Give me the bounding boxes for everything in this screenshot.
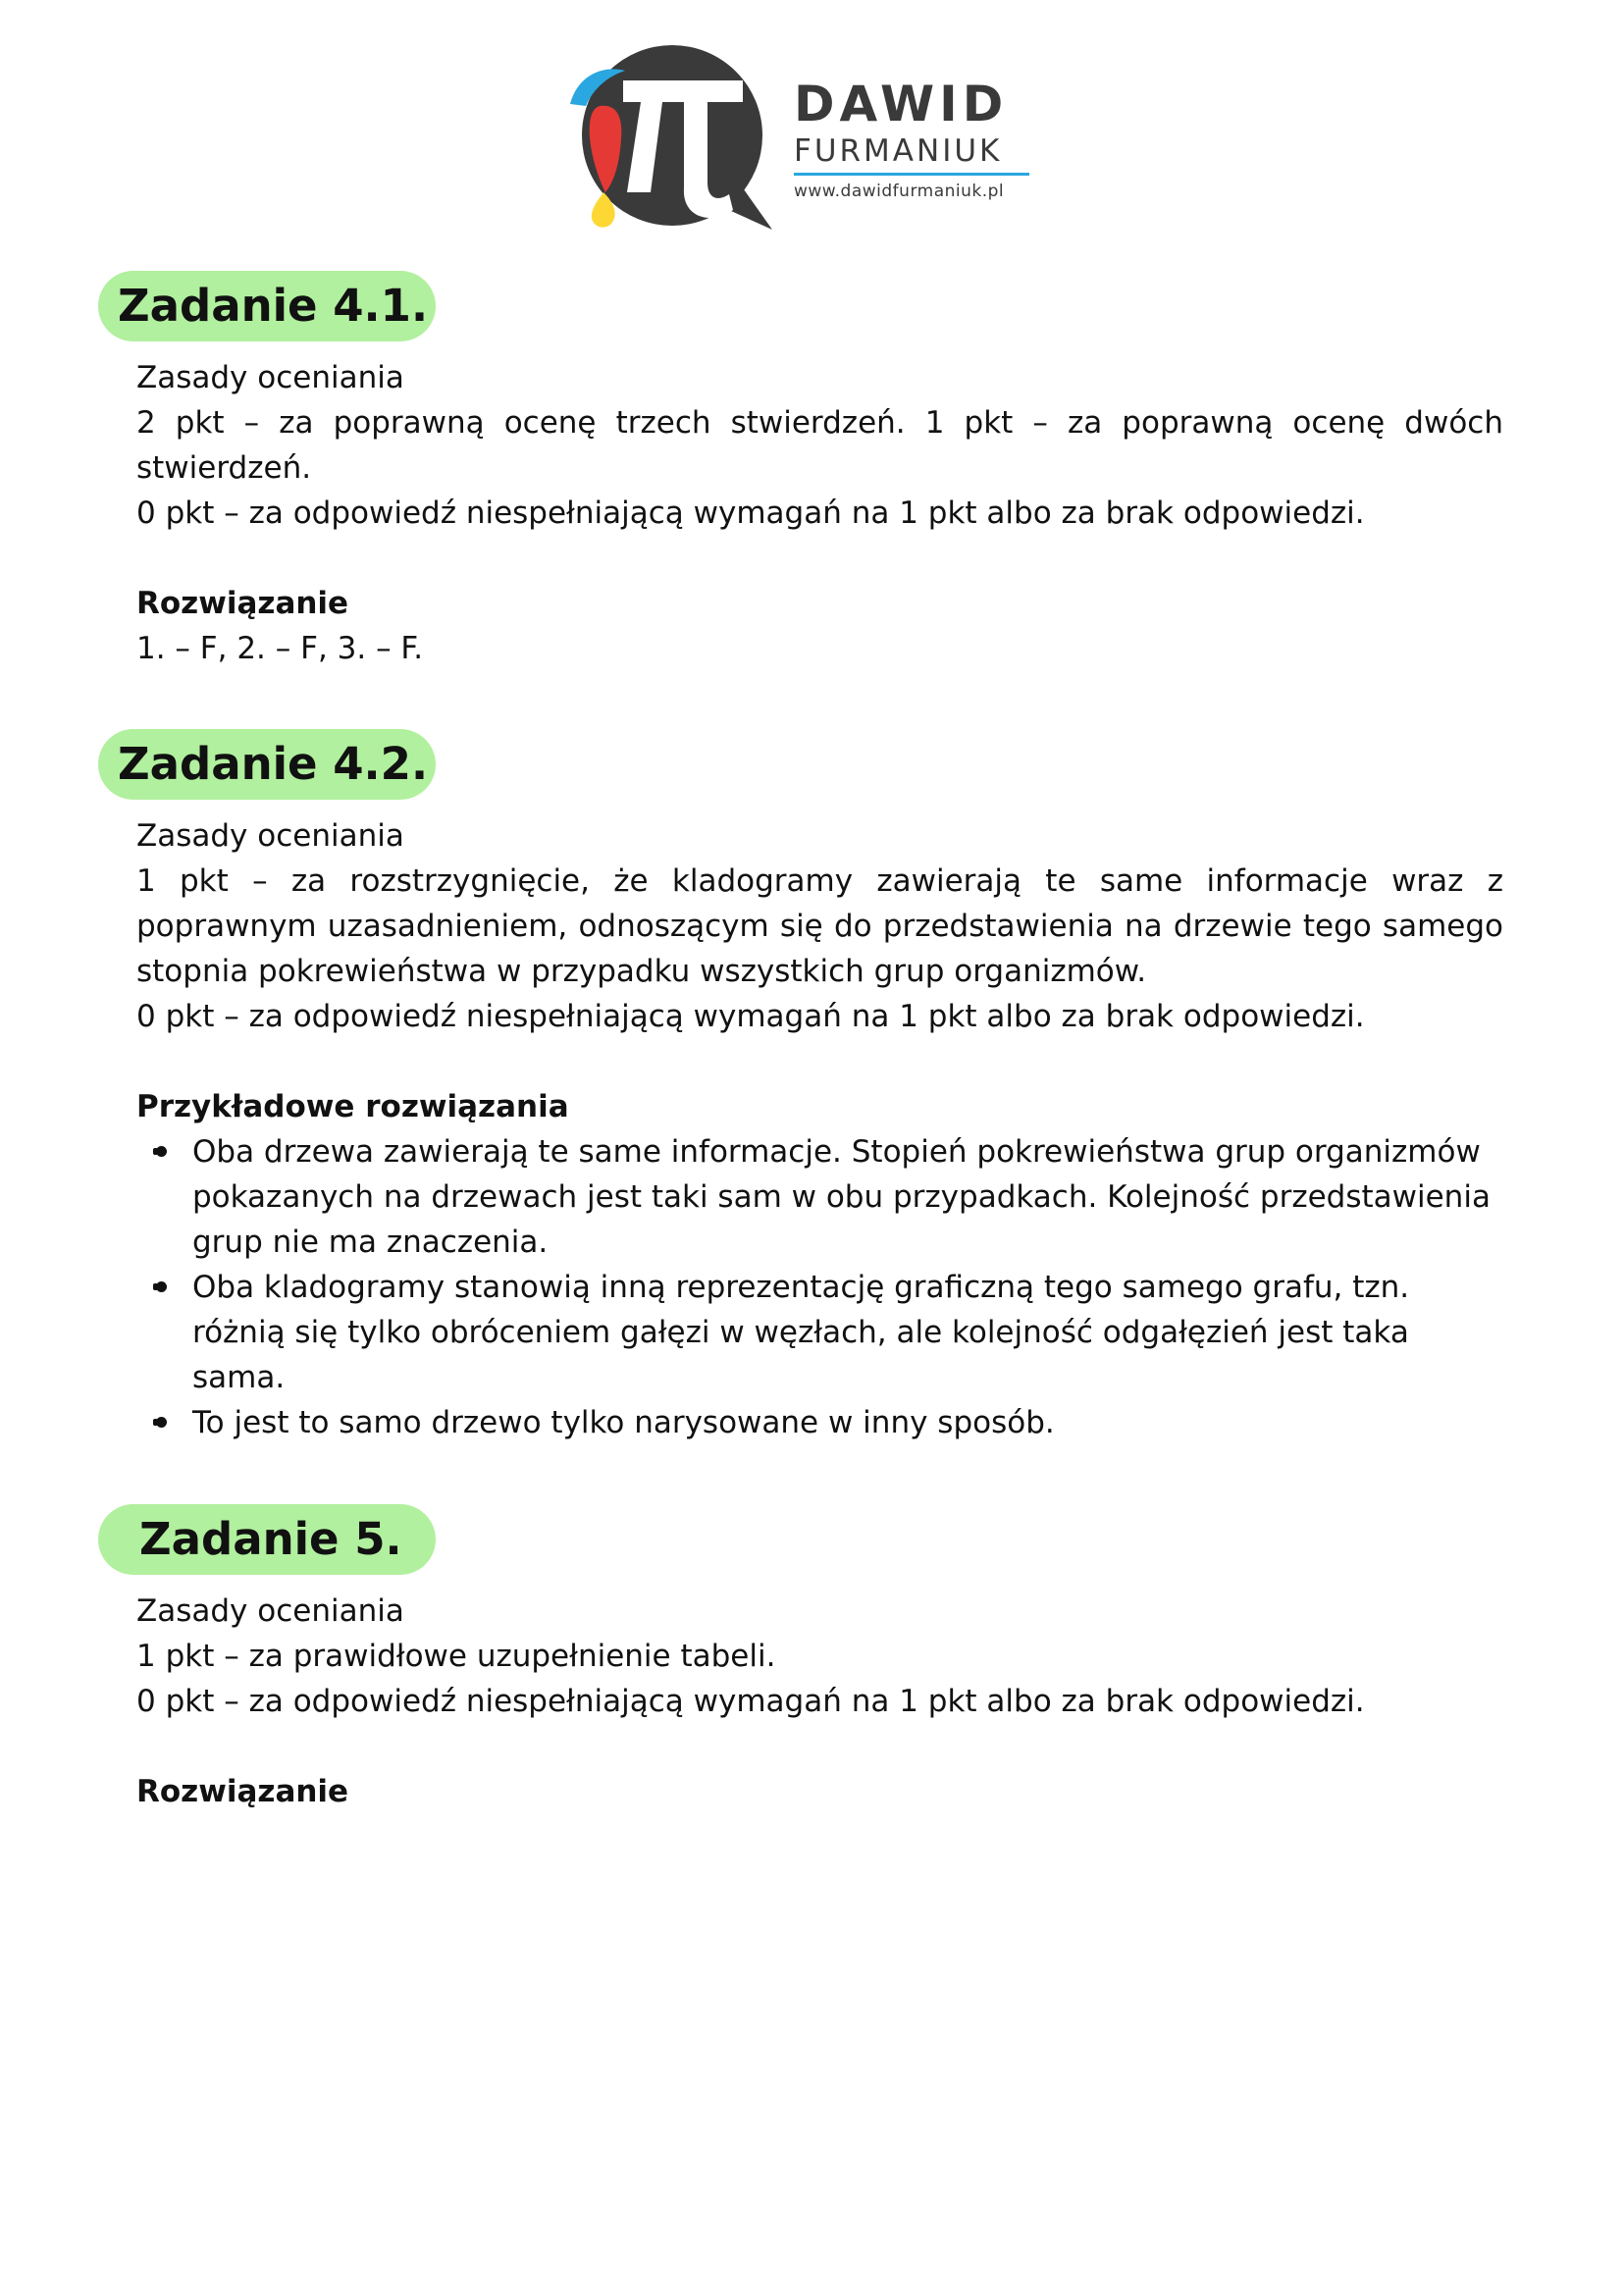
brand-name-first: DAWID [794, 76, 1009, 132]
section-body [136, 1589, 1503, 1814]
bullet-icon [156, 1417, 167, 1428]
list-item [136, 1129, 1503, 1265]
example-text: To jest to samo drzewo tylko narysowane w inny sposób. [192, 1405, 1055, 1440]
rules-title: Zasady oceniania [136, 360, 404, 395]
example-list [136, 1129, 1503, 1445]
section-heading: Zadanie 4.2. [118, 738, 429, 790]
bullet-icon [156, 1146, 167, 1157]
brand-divider [794, 173, 1029, 176]
rule-line: 1 pkt – za rozstrzygnięcie, że kladogramy zawierają te same informacje wraz z poprawnym uzasadnieniem, odnoszącym się do przedstawienia na drzewie tego samego stopnia pokrewieństwa w przypadku wszystkich grup organizmów. [136, 863, 1503, 989]
section-body [136, 355, 1503, 671]
rule-line: 0 pkt – za odpowiedź niespełniającą wymagań na 1 pkt albo za brak odpowiedzi. [136, 496, 1365, 531]
logo [564, 45, 1035, 234]
example-text: Oba kladogramy stanowią inną reprezentację graficzną tego samego grafu, tzn. różnią się tylko obróceniem gałęzi w węzłach, ale kolejność odgałęzień jest taka sama. [192, 1270, 1410, 1395]
section-heading: Zadanie 4.1. [118, 280, 429, 332]
list-item [136, 1265, 1503, 1400]
solution-title: Rozwiązanie [136, 586, 349, 621]
section-heading: Zadanie 5. [139, 1513, 402, 1565]
solution-title: Przykładowe rozwiązania [136, 1089, 569, 1124]
brand-url: www.dawidfurmaniuk.pl [794, 182, 1005, 201]
rule-line: 0 pkt – za odpowiedź niespełniającą wymagań na 1 pkt albo za brak odpowiedzi. [136, 1684, 1365, 1719]
solution-title: Rozwiązanie [136, 1774, 349, 1809]
list-item [136, 1400, 1503, 1445]
rule-line: 0 pkt – za odpowiedź niespełniającą wymagań na 1 pkt albo za brak odpowiedzi. [136, 999, 1365, 1034]
section-heading-pill [98, 1504, 436, 1575]
section-heading-pill [98, 729, 436, 800]
section-body [136, 813, 1503, 1445]
bullet-icon [156, 1281, 167, 1292]
section-heading-pill [98, 271, 436, 341]
rule-line: 2 pkt – za poprawną ocenę trzech stwierdzeń. 1 pkt – za poprawną ocenę dwóch stwierdzeń. [136, 405, 1503, 486]
rules-title: Zasady oceniania [136, 1593, 404, 1629]
rule-line: 1 pkt – za prawidłowe uzupełnienie tabeli. [136, 1639, 776, 1674]
example-text: Oba drzewa zawierają te same informacje. Stopień pokrewieństwa grup organizmów pokazanych na drzewach jest taki sam w obu przypadkach. Kolejność przedstawienia grup nie ma znaczenia. [192, 1134, 1491, 1260]
solution-text: 1. – F, 2. – F, 3. – F. [136, 631, 424, 666]
brand-name-last: FURMANIUK [794, 133, 1003, 169]
rules-title: Zasady oceniania [136, 818, 404, 854]
pi-speech-bubble-logo-icon [564, 45, 780, 234]
